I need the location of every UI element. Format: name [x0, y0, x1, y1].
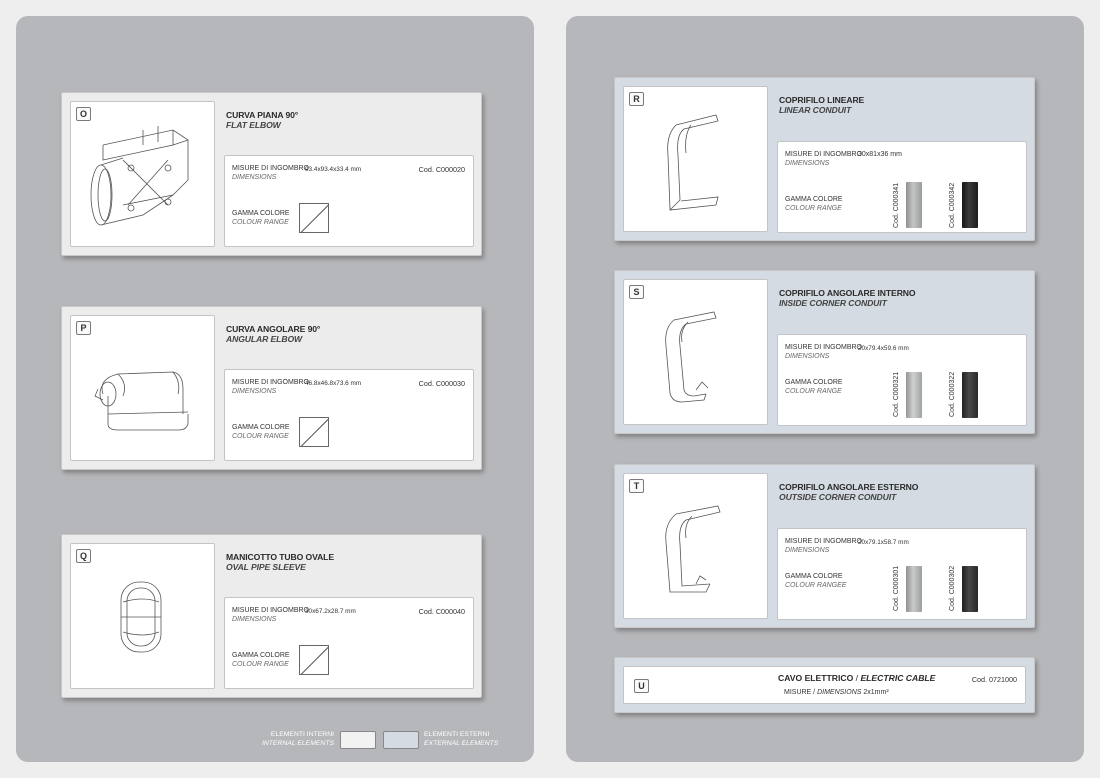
colour-swatch-black [962, 182, 978, 228]
swatch-code: Cod. C000301 [893, 565, 900, 611]
product-letter-badge: R [629, 92, 644, 106]
product-letter-badge: T [629, 479, 644, 493]
angular-elbow-drawing [83, 334, 203, 454]
product-card-linear-conduit [614, 77, 1035, 241]
inside-corner-conduit-drawing [636, 298, 756, 418]
no-colour-swatch [299, 417, 329, 447]
product-title-en: ANGULAR ELBOW [226, 334, 303, 344]
cable-title [778, 673, 935, 683]
colour-swatch-dark-grey [962, 372, 978, 418]
legend-internal-swatch [340, 731, 376, 749]
legend-internal-label-en: INTERNAL ELEMENTS [261, 740, 334, 747]
product-card-flat-elbow [61, 92, 482, 256]
swatch-code: Cod. C000321 [893, 371, 900, 417]
product-image-box [623, 86, 768, 232]
product-letter-badge: O [76, 107, 91, 121]
product-title: COPRIFILO ANGOLARE ESTERNO [779, 482, 919, 492]
product-card-outside-corner-conduit [614, 464, 1035, 628]
dimensions-label: MISURE DI INGOMBRO [785, 151, 863, 158]
product-info-box [224, 369, 474, 461]
dimensions-sep: / [811, 689, 818, 696]
dimensions-value: 20x79.4x59.6 mm [858, 345, 909, 352]
dimensions-label: MISURE DI INGOMBRO [785, 538, 863, 545]
linear-conduit-drawing [636, 105, 756, 225]
product-image-box [623, 473, 768, 619]
colour-range-label-en: COLOUR RANGEE [785, 582, 847, 589]
dimensions-value: 2x1mm² [863, 689, 889, 696]
swatch-code: Cod. C000342 [949, 182, 956, 228]
dimensions-label: MISURE DI INGOMBRO [232, 165, 310, 172]
oval-pipe-sleeve-drawing [83, 562, 203, 682]
product-title-en: FLAT ELBOW [226, 120, 281, 130]
dimensions-label: MISURE DI INGOMBRO [232, 607, 310, 614]
swatch-code: Cod. C000341 [893, 182, 900, 228]
colour-range-label: GAMMA COLORE [785, 196, 843, 203]
cable-info-box [623, 666, 1026, 704]
right-panel [566, 16, 1084, 762]
product-letter-badge: U [634, 679, 649, 693]
cable-dimensions [784, 689, 889, 696]
legend-external-label-en: EXTERNAL ELEMENTS [424, 740, 499, 747]
swatch-code: Cod. C000302 [949, 565, 956, 611]
product-title-en: OVAL PIPE SLEEVE [226, 562, 306, 572]
colour-swatch-light-grey [906, 566, 922, 612]
colour-range-label-en: COLOUR RANGE [232, 433, 289, 440]
colour-range-label: GAMMA COLORE [232, 652, 290, 659]
legend-external-label: ELEMENTI ESTERNI [424, 731, 490, 738]
product-title: COPRIFILO ANGOLARE INTERNO [779, 288, 916, 298]
product-title: COPRIFILO LINEARE [779, 95, 865, 105]
product-info-box [224, 155, 474, 247]
product-info-box [777, 528, 1027, 620]
legend-internal-label: ELEMENTI INTERNI [270, 731, 334, 738]
colour-swatch-light-grey [906, 182, 922, 228]
product-info-box [777, 334, 1027, 426]
product-image-box [70, 101, 215, 247]
colour-range-label: GAMMA COLORE [785, 573, 843, 580]
dimensions-label-en: DIMENSIONS [232, 616, 277, 623]
product-card-oval-pipe-sleeve [61, 534, 482, 698]
product-card-angular-elbow [61, 306, 482, 470]
dimensions-value: 93.4x93.4x33.4 mm [305, 166, 362, 173]
dimensions-label-en: DIMENSIONS [232, 174, 277, 181]
dimensions-label-en: DIMENSIONS [785, 547, 830, 554]
colour-range-label-en: COLOUR RANGE [232, 219, 289, 226]
product-code: Cod. C000020 [418, 165, 465, 174]
product-code: Cod. C000030 [418, 379, 465, 388]
cable-title-it: CAVO ELETTRICO [778, 673, 854, 683]
product-code: Cod. C000040 [418, 607, 465, 616]
colour-swatch-light-grey [906, 372, 922, 418]
dimensions-value: 30x67.2x28.7 mm [305, 608, 356, 615]
legend-external-swatch [383, 731, 419, 749]
dimensions-value: 30x81x36 mm [858, 151, 902, 158]
product-title: MANICOTTO TUBO OVALE [226, 552, 334, 562]
product-card-electric-cable [614, 657, 1035, 713]
dimensions-label-en: DIMENSIONS [232, 388, 277, 395]
cable-title-en: ELECTRIC CABLE [860, 673, 936, 683]
dimensions-value: 46.8x46.8x73.6 mm [305, 380, 362, 387]
no-colour-swatch [299, 203, 329, 233]
flat-elbow-drawing [83, 120, 203, 240]
product-letter-badge: Q [76, 549, 91, 563]
product-title: CURVA PIANA 90° [226, 110, 299, 120]
product-card-inside-corner-conduit [614, 270, 1035, 434]
product-title-en: INSIDE CORNER CONDUIT [779, 298, 887, 308]
product-title-en: LINEAR CONDUIT [779, 105, 852, 115]
product-title: CURVA ANGOLARE 90° [226, 324, 321, 334]
dimensions-label-en: DIMENSIONS [817, 689, 862, 696]
colour-range-label: GAMMA COLORE [232, 210, 290, 217]
product-image-box [70, 543, 215, 689]
cable-title-sep: / [853, 673, 861, 683]
product-code: Cod. 0721000 [971, 675, 1017, 684]
colour-range-label-en: COLOUR RANGE [785, 205, 842, 212]
product-title-en: OUTSIDE CORNER CONDUIT [779, 492, 897, 502]
dimensions-label: MISURE DI INGOMBRO [232, 379, 310, 386]
colour-swatch-dark-grey [962, 566, 978, 612]
product-image-box [623, 279, 768, 425]
colour-range-label-en: COLOUR RANGE [232, 661, 289, 668]
dimensions-label: MISURE DI INGOMBRO [785, 344, 863, 351]
product-letter-badge: S [629, 285, 644, 299]
product-image-box [70, 315, 215, 461]
no-colour-swatch [299, 645, 329, 675]
outside-corner-conduit-drawing [636, 492, 756, 612]
colour-range-label: GAMMA COLORE [232, 424, 290, 431]
colour-range-label: GAMMA COLORE [785, 379, 843, 386]
product-letter-badge: P [76, 321, 91, 335]
left-panel [16, 16, 534, 762]
dimensions-label-en: DIMENSIONS [785, 160, 830, 167]
product-info-box [224, 597, 474, 689]
swatch-code: Cod. C000322 [949, 371, 956, 417]
dimensions-label-en: DIMENSIONS [785, 353, 830, 360]
dimensions-label: MISURE [784, 689, 812, 696]
product-info-box [777, 141, 1027, 233]
dimensions-value: 20x79.1x58.7 mm [858, 539, 909, 546]
colour-range-label-en: COLOUR RANGE [785, 388, 842, 395]
